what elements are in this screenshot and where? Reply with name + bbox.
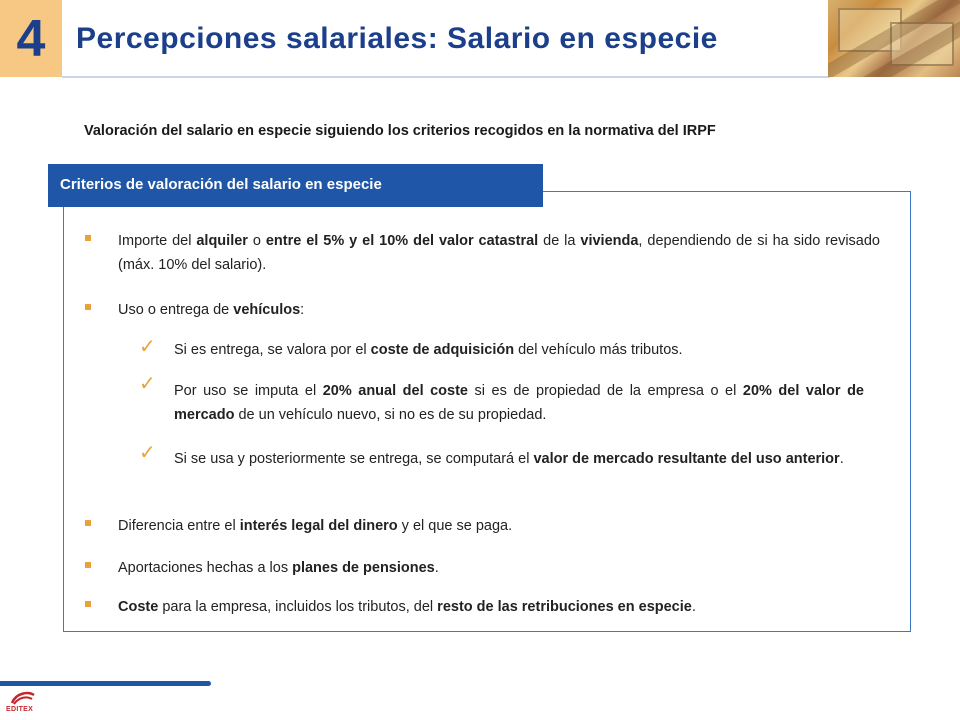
page-title: Percepciones salariales: Salario en especie [76,22,718,55]
bold-text: vivienda [580,233,639,249]
bold-text: 20% anual del coste [322,383,469,399]
text-run: Uso o entrega de [118,302,234,318]
text-run: y el que se paga. [397,518,513,534]
text-run: Si es entrega, se valora por el [174,342,371,358]
subtitle: Valoración del salario en especie siguiendo los criterios recogidos en la normativa del IRPF [84,123,716,139]
bold-text: resto de las retribuciones en especie [437,599,692,615]
bold-text: planes de pensiones [292,560,435,576]
bold-text: vehículos [233,302,301,318]
criteria-item-interes [118,514,880,538]
text-run: : [300,302,305,318]
checkmark-icon: ✓ [139,373,156,395]
editex-logo-icon [10,691,36,705]
vehicle-subitem-entrega [174,338,864,362]
text-run: Aportaciones hechas a los [118,560,293,576]
bold-text: coste de adquisición [370,342,515,358]
text-run: Por uso se imputa el [174,383,323,399]
bold-text: alquiler [196,233,248,249]
vehicle-subitem-uso [174,379,864,427]
text-run: de la [538,233,581,249]
square-bullet-icon [85,235,91,241]
vehicle-subitem-uso-entrega [174,447,864,471]
bold-text: entre el 5% y el 10% del valor catastral [265,233,539,249]
title-divider [62,76,830,78]
criteria-item-coste [118,595,880,619]
text-run: Si se usa y posteriormente se entrega, se computará el [174,451,534,467]
bold-text: 20% del valor de mercado [174,383,865,423]
square-bullet-icon [85,304,91,310]
text-run: Diferencia entre el [118,518,240,534]
text-run: . [839,451,844,467]
criteria-item-pensiones [118,556,880,580]
footer-bar [0,681,211,686]
text-run: del vehículo más tributos. [514,342,683,358]
chapter-number: 4 [16,10,46,68]
text-run: si es de propiedad de la empresa o el [468,383,743,399]
bold-text: interés legal del dinero [239,518,398,534]
editex-logo-text: EDITEX [6,706,34,713]
square-bullet-icon [85,520,91,526]
text-run: o [247,233,266,249]
section-tab-label: Criterios de valoración del salario en especie [60,176,382,193]
square-bullet-icon [85,562,91,568]
bold-text: valor de mercado resultante del uso anterior [533,451,840,467]
checkmark-icon: ✓ [139,336,156,358]
banknotes-image [828,0,960,77]
text-run: Importe del [118,233,197,249]
text-run: . [434,560,439,576]
square-bullet-icon [85,601,91,607]
bold-text: Coste [118,599,159,615]
criteria-item-vivienda [118,229,880,277]
text-run: , dependiendo de si ha sido revisado (máx. 10% del salario). [118,233,880,273]
text-run: . [691,599,696,615]
text-run: para la empresa, incluidos los tributos, del [158,599,438,615]
text-run: de un vehículo nuevo, si no es de su propiedad. [234,407,547,423]
criteria-item-vehiculos [118,298,880,322]
checkmark-icon: ✓ [139,442,156,464]
